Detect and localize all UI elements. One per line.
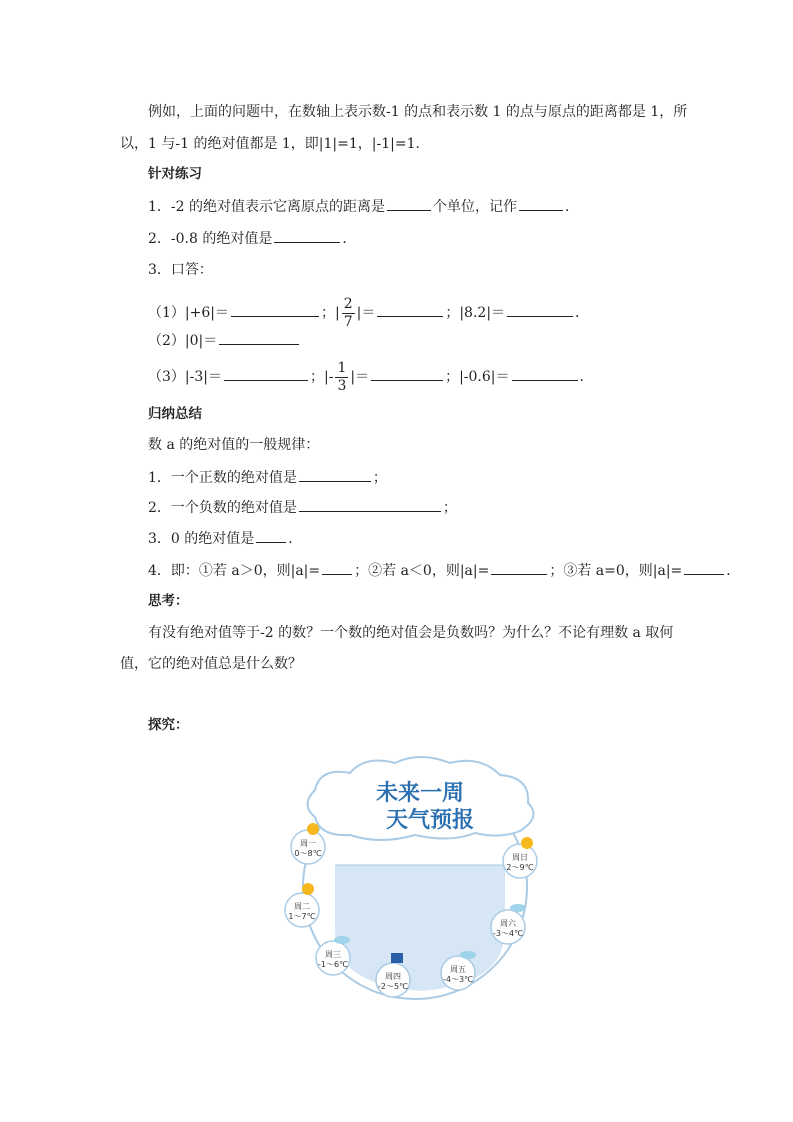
think-line-1: 有没有绝对值等于-2 的数？一个数的绝对值会是负数吗？为什么？不论有理数 a 取何 (148, 625, 674, 641)
practice-row-2 (148, 330, 301, 351)
explore-heading: 探究： (148, 717, 189, 733)
cloud-icon (334, 936, 350, 944)
s4-blank-2[interactable] (491, 560, 547, 575)
q1-blank-2[interactable] (519, 196, 563, 211)
s2-blank[interactable] (299, 497, 441, 512)
s3-text-a: 3．0 的绝对值是 (148, 531, 255, 547)
r1-fraction-den: 7 (343, 313, 353, 330)
r3-text-b: ；|- (309, 369, 334, 385)
intro-line-2: 以，1 与-1 的绝对值都是 1，即|1|=1，|-1|=1． (120, 136, 430, 152)
r1-blank-2[interactable] (377, 302, 443, 317)
day-label: 周一 (300, 839, 316, 848)
practice-q2 (148, 228, 356, 249)
s3-text-b: ． (288, 531, 303, 547)
weather-forecast-illustration (280, 755, 550, 1005)
r1-fraction (342, 296, 355, 331)
cloud-icon (510, 904, 526, 912)
rain-icon (391, 953, 403, 963)
s1-text-a: 1．一个正数的绝对值是 (148, 470, 297, 486)
q2-text-a: 2．-0.8 的绝对值是 (148, 231, 273, 247)
q2-blank[interactable] (274, 228, 340, 243)
summary-item-3 (148, 528, 302, 549)
r2-text: （2）|0|＝ (148, 333, 218, 349)
r1-text-a: （1）|+6|＝ (148, 305, 229, 321)
r3-blank-2[interactable] (371, 366, 443, 381)
day-label: 周二 (294, 902, 310, 911)
summary-heading: 归纳总结 (148, 406, 202, 422)
summary-item-1 (148, 467, 387, 488)
forecast-panel (335, 865, 505, 991)
s4-text-a: 4．即：①若 a＞0，则|a|= (148, 563, 321, 579)
q1-text-b: 个单位，记作 (433, 199, 517, 215)
r3-text-d: ；|-0.6|＝ (445, 369, 510, 385)
s4-blank-1[interactable] (322, 560, 352, 575)
day-label: 周日 (512, 853, 528, 862)
r3-text-e: ． (579, 369, 594, 385)
summary-item-2 (148, 497, 457, 518)
day-temp: -2～5℃ (377, 982, 409, 991)
sun-icon (302, 883, 314, 895)
q1-text-c: ． (565, 199, 579, 215)
forecast-title-line-2: 天气预报 (385, 808, 475, 833)
s4-text-d: ． (726, 563, 741, 579)
day-label: 周五 (450, 965, 466, 974)
day-temp: 0～8℃ (294, 849, 322, 858)
sun-icon (307, 823, 319, 835)
q1-blank-1[interactable] (387, 196, 431, 211)
day-label: 周六 (500, 919, 516, 928)
s2-text-a: 2．一个负数的绝对值是 (148, 500, 297, 516)
s4-blank-3[interactable] (684, 560, 724, 575)
r3-fraction-den: 3 (337, 377, 347, 394)
sun-icon (521, 837, 533, 849)
r1-blank-3[interactable] (507, 302, 573, 317)
r1-text-d: ；|8.2|＝ (445, 305, 506, 321)
r3-fraction-num: 1 (337, 359, 347, 376)
r1-text-e: ． (575, 305, 590, 321)
day-temp: 1～7℃ (288, 912, 316, 921)
forecast-title-line-1: 未来一周 (375, 781, 465, 806)
r3-blank-3[interactable] (512, 366, 578, 381)
day-label: 周三 (325, 950, 341, 959)
intro-line-1: 例如，上面的问题中，在数轴上表示数-1 的点和表示数 1 的点与原点的距离都是 1，所 (148, 104, 688, 120)
s1-blank[interactable] (299, 467, 371, 482)
s3-blank[interactable] (256, 528, 286, 543)
s4-text-c: ；③若 a=0，则|a|= (549, 563, 683, 579)
cloud-icon (460, 951, 476, 959)
r1-text-b: ；| (320, 305, 340, 321)
q1-text-a: 1．-2 的绝对值表示它离原点的距离是 (148, 199, 385, 215)
day-tue (285, 883, 319, 927)
think-line-2: 值，它的绝对值总是什么数？ (120, 656, 302, 672)
day-temp: -3～4℃ (492, 929, 524, 938)
r3-text-c: |＝ (350, 369, 370, 385)
r3-text-a: （3）|-3|＝ (148, 369, 222, 385)
r1-text-c: |＝ (356, 305, 376, 321)
day-temp: 2～9℃ (506, 863, 534, 872)
day-label: 周四 (385, 972, 401, 981)
s4-text-b: ；②若 a＜0，则|a|= (354, 563, 490, 579)
day-wed (316, 936, 350, 975)
r2-blank[interactable] (219, 330, 299, 345)
practice-q3: 3．口答： (148, 262, 213, 278)
weather-forecast-svg (280, 755, 550, 1005)
r3-fraction (335, 360, 348, 395)
practice-q1 (148, 196, 579, 217)
think-heading: 思考： (148, 593, 189, 609)
practice-heading: 针对练习 (148, 166, 202, 182)
day-sun (503, 837, 537, 878)
r3-blank-1[interactable] (224, 366, 308, 381)
q2-text-b: ． (342, 231, 357, 247)
practice-row-1 (148, 294, 589, 332)
practice-row-3 (148, 358, 594, 396)
summary-rule: 数 a 的绝对值的一般规律： (148, 437, 320, 453)
s2-text-b: ； (442, 500, 457, 516)
r1-fraction-num: 2 (343, 295, 353, 312)
day-temp: -1～6℃ (317, 960, 349, 969)
day-temp: -4～3℃ (442, 975, 474, 984)
r1-blank-1[interactable] (231, 302, 319, 317)
s1-text-b: ； (372, 470, 387, 486)
summary-item-4 (148, 560, 740, 581)
